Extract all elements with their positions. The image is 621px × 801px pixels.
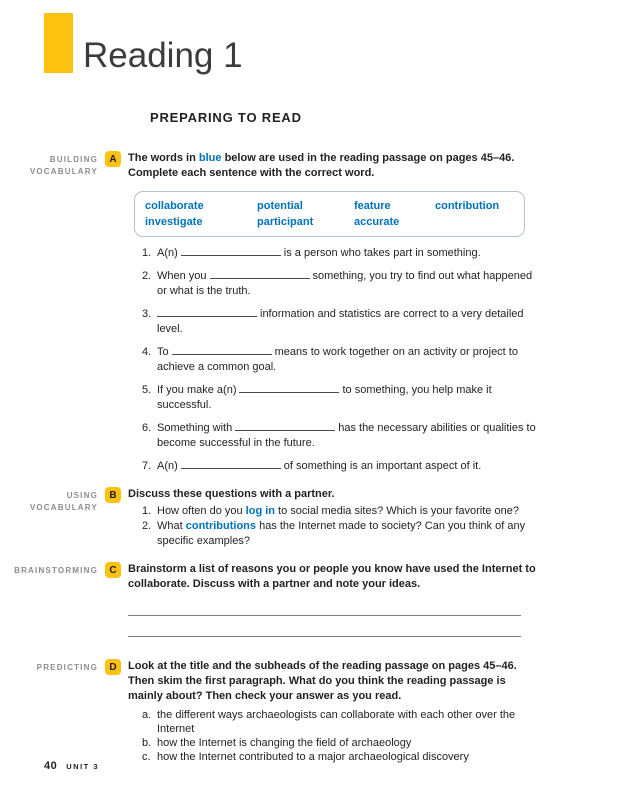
vocab-word: investigate	[145, 216, 203, 228]
text-after-blank: something, you try to find out what happened or what is the truth.	[157, 270, 533, 297]
text-before-blank: A(n)	[157, 460, 178, 472]
section-d-body	[128, 659, 540, 764]
sentence-text	[157, 269, 540, 299]
section-a-label	[0, 151, 98, 178]
vocab-word: collaborate	[145, 200, 204, 212]
question-item-2	[142, 519, 540, 549]
fill-in-blank	[157, 307, 257, 317]
question-text	[157, 504, 540, 519]
section-a-label-line2: VOCABULARY	[29, 167, 98, 176]
answer-option-c	[142, 750, 540, 764]
item-number: 4.	[142, 346, 152, 358]
section-c-instruction: Brainstorm a list of reasons you or people you know have used the Internet to collaborate. Discuss with a partner and note your ideas.	[128, 563, 536, 590]
section-d-badge-col	[98, 659, 128, 675]
text-before-blank: When you	[157, 270, 207, 282]
vocab-word: contribution	[435, 200, 500, 212]
sentence-text	[157, 246, 540, 261]
section-d-letter-badge: D	[105, 659, 121, 675]
text-before-blank: If you make a(n)	[157, 384, 237, 396]
option-text: how the Internet is changing the field of archaeology	[157, 737, 412, 749]
section-a-instruction	[128, 151, 540, 181]
vocab-word: participant	[257, 216, 314, 228]
sentence-list	[142, 246, 540, 474]
text-after-blank: information and statistics are correct to a very detailed level.	[157, 308, 524, 335]
yellow-accent-bar	[44, 13, 73, 73]
question-blue-word: contributions	[185, 520, 257, 532]
section-d-instruction: Look at the title and the subheads of the reading passage on pages 45–46. Then skim the first paragraph. What do you think the reading passage is mainly about? Then check your answer as you read.	[128, 660, 517, 702]
page-title: Reading 1	[83, 36, 243, 75]
item-number: 3.	[142, 308, 152, 320]
question-item-1	[142, 504, 540, 519]
section-d-predicting	[0, 659, 621, 764]
item-number: 1.	[142, 247, 152, 259]
word-box-row-1	[145, 198, 524, 214]
section-a-building-vocabulary	[0, 151, 621, 474]
text-after-blank: of something is an important aspect of it.	[283, 460, 482, 472]
sentence-item-7	[142, 459, 540, 474]
page-number: 40	[44, 760, 58, 772]
section-b-badge-col	[98, 487, 128, 503]
text-after-blank: is a person who takes part in something.	[283, 247, 481, 259]
section-d-label	[0, 659, 98, 674]
instruction-text: below are used in the reading passage on pages 45–46. Complete each sentence with the correct word.	[128, 152, 515, 179]
item-number: 2.	[142, 520, 152, 532]
instruction-text: The words in	[128, 152, 199, 164]
writing-line-2	[128, 616, 521, 637]
question-text-post: has the Internet made to society? Can you think of any specific examples?	[157, 520, 526, 547]
sentence-item-1	[142, 246, 540, 261]
page-footer	[44, 760, 99, 772]
section-a-body	[128, 151, 540, 474]
item-number: 6.	[142, 422, 152, 434]
question-text	[157, 519, 540, 549]
fill-in-blank	[210, 269, 310, 279]
sentence-item-5	[142, 383, 540, 413]
question-blue-word: log in	[245, 505, 275, 517]
vocab-word: potential	[257, 200, 303, 212]
option-letter: a.	[142, 709, 152, 721]
page-header	[0, 0, 621, 110]
question-list	[142, 504, 540, 549]
section-b-instruction: Discuss these questions with a partner.	[128, 488, 335, 500]
section-a-badge-col	[98, 151, 128, 167]
fill-in-blank	[239, 383, 339, 393]
sentence-text	[157, 421, 540, 451]
item-number: 2.	[142, 270, 152, 282]
section-b-using-vocabulary	[0, 487, 621, 549]
section-c-letter-badge: C	[105, 562, 121, 578]
fill-in-blank	[181, 459, 281, 469]
unit-label: UNIT 3	[66, 762, 100, 771]
answer-option-a	[142, 708, 540, 736]
question-text-pre: How often do you	[157, 505, 246, 517]
option-letter: b.	[142, 737, 152, 749]
section-b-body	[128, 487, 540, 549]
vocab-word: accurate	[354, 216, 400, 228]
word-box-row-2	[145, 214, 524, 230]
text-after-blank: has the necessary abilities or qualities to become successful in the future.	[157, 422, 536, 449]
option-letter: c.	[142, 751, 151, 763]
sentence-item-2	[142, 269, 540, 299]
text-after-blank: means to work together on an activity or project to achieve a common goal.	[157, 346, 518, 373]
section-b-label	[0, 487, 98, 514]
sentence-item-4	[142, 345, 540, 375]
text-before-blank: Something with	[157, 422, 233, 434]
writing-lines	[128, 595, 540, 637]
section-c-body	[128, 562, 540, 637]
question-text-pre: What	[157, 520, 186, 532]
section-b-label-line1: USING	[66, 491, 98, 500]
section-b-letter-badge: B	[105, 487, 121, 503]
item-number: 7.	[142, 460, 152, 472]
writing-line-1	[128, 595, 521, 616]
sentence-item-3	[142, 307, 540, 337]
item-number: 1.	[142, 505, 152, 517]
vocabulary-word-box	[134, 191, 525, 237]
option-text: the different ways archaeologists can collaborate with each other over the Internet	[157, 709, 516, 735]
question-text-post: to social media sites? Which is your favorite one?	[275, 505, 519, 517]
sentence-text	[157, 345, 540, 375]
section-c-label	[0, 562, 98, 577]
sentence-text	[157, 383, 540, 413]
vocab-word: feature	[354, 200, 391, 212]
section-a-letter-badge: A	[105, 151, 121, 167]
text-after-blank: to something, you help make it successful.	[157, 384, 492, 411]
section-b-label-line2: VOCABULARY	[29, 503, 98, 512]
option-text: how the Internet contributed to a major archaeological discovery	[157, 751, 469, 763]
text-before-blank: A(n)	[157, 247, 178, 259]
section-c-brainstorming	[0, 562, 621, 637]
answer-option-list	[142, 708, 540, 764]
sentence-text	[157, 307, 540, 337]
item-number: 5.	[142, 384, 152, 396]
fill-in-blank	[172, 345, 272, 355]
section-heading: PREPARING TO READ	[150, 110, 302, 125]
section-c-badge-col	[98, 562, 128, 578]
instruction-blue-word: blue	[198, 152, 222, 164]
text-before-blank: To	[157, 346, 169, 358]
section-d-label-line1: PREDICTING	[36, 663, 98, 672]
sentence-item-6	[142, 421, 540, 451]
fill-in-blank	[235, 421, 335, 431]
answer-option-b	[142, 736, 540, 750]
sentence-text	[157, 459, 540, 474]
section-c-label-line1: BRAINSTORMING	[14, 566, 98, 575]
section-a-label-line1: BUILDING	[49, 155, 98, 164]
fill-in-blank	[181, 246, 281, 256]
